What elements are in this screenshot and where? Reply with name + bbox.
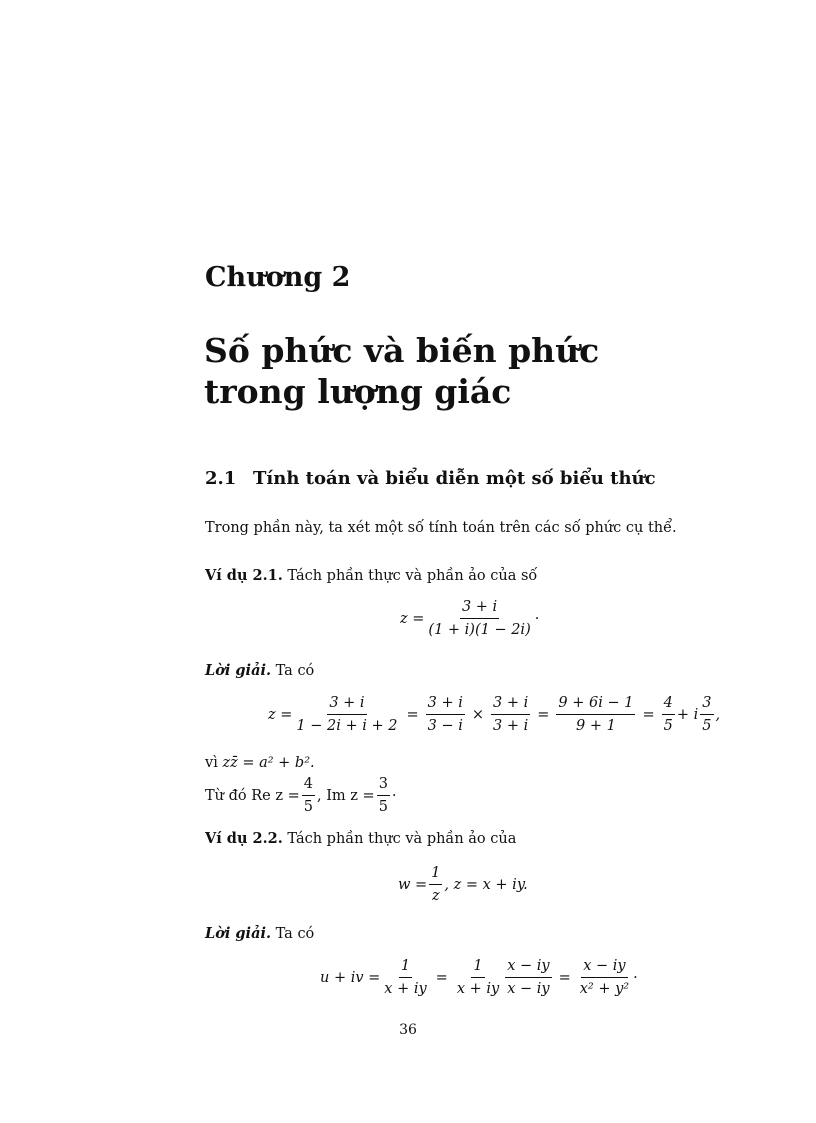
denominator: x − iy [507, 981, 550, 997]
fraction [377, 775, 390, 816]
section-number: 2.1 [205, 468, 237, 489]
solution-text: Ta có [275, 926, 315, 942]
denominator: 5 [663, 718, 673, 734]
denominator: 3 − i [427, 718, 463, 734]
numerator: 3 + i [327, 694, 366, 715]
section-title: Tính toán và biểu diễn một số biểu thức [253, 468, 656, 489]
numerator: 1 [471, 957, 484, 978]
denominator: x + iy [456, 981, 500, 997]
denominator: 3 + i [493, 718, 529, 734]
numerator: 9 + 6i − 1 [556, 694, 635, 715]
fraction [700, 694, 713, 735]
example-label: Ví dụ 2.1. [205, 567, 283, 584]
fraction [578, 957, 631, 998]
numerator: 4 [662, 694, 675, 715]
result-line [205, 775, 397, 816]
denominator: 9 + 1 [576, 718, 616, 734]
fraction [302, 775, 315, 816]
denominator: 5 [702, 718, 712, 734]
example-label: Ví dụ 2.2. [205, 830, 283, 847]
note-line [205, 755, 315, 771]
chapter-title: Số phức và biến phức trong lượng giác [204, 331, 600, 411]
eq-lhs: z = [400, 610, 425, 627]
times: × [471, 706, 485, 723]
example-2-2 [205, 830, 516, 847]
result-end: · [391, 787, 397, 804]
equals: = [537, 706, 550, 723]
solution-2-2 [205, 925, 314, 942]
im-label: , Im z = [316, 787, 375, 804]
eq-lhs: w = [398, 876, 428, 893]
denominator: x² + y² [579, 981, 630, 997]
numerator: 3 [377, 775, 390, 796]
fraction [426, 694, 465, 735]
denominator: z [431, 888, 440, 904]
equation-example-2-2 [398, 864, 528, 905]
numerator: 3 [700, 694, 713, 715]
section-heading [205, 468, 656, 489]
denominator: (1 + i)(1 − 2i) [428, 622, 531, 638]
equation-solution-2-2 [320, 957, 638, 998]
fraction [556, 694, 635, 735]
fraction [491, 694, 530, 735]
numerator: x − iy [505, 957, 551, 978]
note-prefix: vì [205, 755, 218, 771]
denominator: 5 [378, 799, 388, 815]
equation-example-2-1 [400, 598, 539, 639]
example-text: Tách phần thực và phần ảo của [287, 831, 517, 847]
example-2-1 [205, 567, 537, 584]
eq-rest: , z = x + iy. [444, 876, 528, 893]
eq-lhs: u + iv = [320, 969, 381, 986]
fraction [426, 598, 532, 639]
fraction [294, 694, 399, 735]
denominator: 5 [303, 799, 313, 815]
equals: = [435, 969, 448, 986]
equals: = [642, 706, 655, 723]
equals: = [406, 706, 419, 723]
fraction [455, 957, 501, 998]
solution-2-1 [205, 662, 314, 679]
fraction [505, 957, 551, 998]
fraction [382, 957, 428, 998]
eq-lhs: z = [268, 706, 293, 723]
equation-solution-2-1 [268, 694, 720, 735]
solution-label: Lời giải. [205, 925, 272, 942]
solution-text: Ta có [275, 663, 315, 679]
chapter-heading: Chương 2 [205, 262, 351, 293]
numerator: 1 [399, 957, 412, 978]
eq-end: , [715, 706, 721, 723]
eq-end: · [633, 969, 638, 986]
intro-paragraph: Trong phần này, ta xét một số tính toán trên các số phức cụ thể. [205, 520, 677, 536]
numerator: 1 [429, 864, 442, 885]
numerator: 4 [302, 775, 315, 796]
fraction [662, 694, 675, 735]
numerator: 3 + i [491, 694, 530, 715]
solution-label: Lời giải. [205, 662, 272, 679]
eq-end: · [534, 610, 540, 627]
numerator: 3 + i [460, 598, 499, 619]
result-prefix: Từ đó Re z = [205, 787, 300, 804]
page-number: 36 [399, 1022, 417, 1038]
denominator: 1 − 2i + i + 2 [296, 718, 398, 734]
equals: = [558, 969, 571, 986]
fraction [429, 864, 442, 905]
numerator: x − iy [581, 957, 627, 978]
note-math: zz̄ = a² + b². [222, 755, 315, 771]
numerator: 3 + i [426, 694, 465, 715]
plus-i: + i [676, 706, 699, 723]
example-text: Tách phần thực và phần ảo của số [287, 568, 538, 584]
denominator: x + iy [384, 981, 427, 997]
